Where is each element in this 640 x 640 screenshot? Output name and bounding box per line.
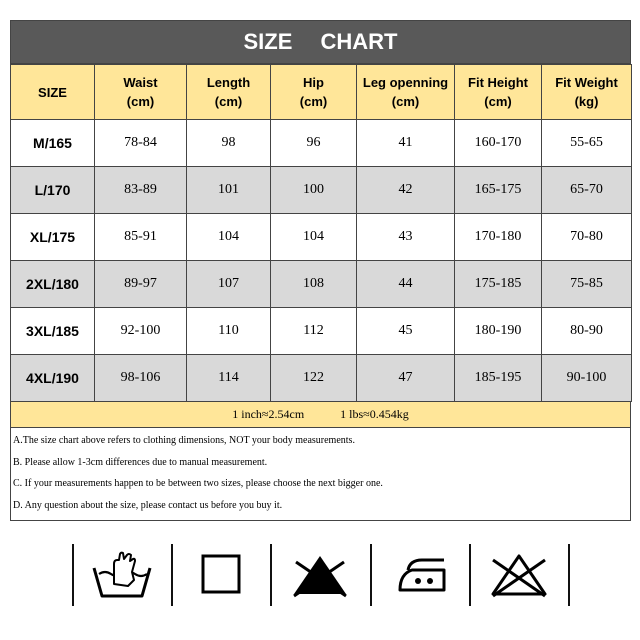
inch-conversion: 1 inch≈2.54cm: [232, 407, 305, 421]
hip-cell: 100: [271, 167, 357, 214]
size-cell: 2XL/180: [11, 261, 95, 308]
leg-opening-cell: 47: [357, 355, 455, 402]
waist-cell: 92-100: [95, 308, 187, 355]
divider: [72, 544, 74, 606]
size-cell: 3XL/185: [11, 308, 95, 355]
fit-weight-cell: 70-80: [542, 214, 632, 261]
table-row: [11, 167, 632, 214]
note-item: B. Please allow 1-3cm differences due to manual measurement.: [13, 456, 268, 468]
lbs-conversion: 1 lbs≈0.454kg: [340, 407, 409, 421]
hip-cell: 122: [271, 355, 357, 402]
fit-weight-cell: 75-85: [542, 261, 632, 308]
fit-height-cell: 170-180: [455, 214, 542, 261]
header-fit-weight: Fit Weight (kg): [542, 65, 632, 120]
hand-wash-icon: [90, 550, 154, 600]
notes-box: [10, 428, 631, 521]
table-row: [11, 355, 632, 402]
divider: [270, 544, 272, 606]
size-cell: M/165: [11, 120, 95, 167]
unit-conversion: [10, 402, 631, 428]
table-row: [11, 214, 632, 261]
table-row: [11, 261, 632, 308]
chart-title: SIZE CHART: [10, 20, 631, 64]
divider: [370, 544, 372, 606]
hip-cell: 108: [271, 261, 357, 308]
header-row: [11, 65, 632, 120]
fit-height-cell: 180-190: [455, 308, 542, 355]
fit-weight-cell: 55-65: [542, 120, 632, 167]
length-cell: 110: [187, 308, 271, 355]
size-table: [10, 64, 632, 402]
fit-weight-cell: 65-70: [542, 167, 632, 214]
table-row: [11, 120, 632, 167]
waist-cell: 78-84: [95, 120, 187, 167]
divider: [568, 544, 570, 606]
divider: [469, 544, 471, 606]
header-fit-height: Fit Height (cm): [455, 65, 542, 120]
fit-weight-cell: 90-100: [542, 355, 632, 402]
leg-opening-cell: 44: [357, 261, 455, 308]
fit-height-cell: 165-175: [455, 167, 542, 214]
care-icons-row: [72, 544, 570, 606]
fit-height-cell: 175-185: [455, 261, 542, 308]
header-leg-opening: Leg openning (cm): [357, 65, 455, 120]
fit-height-cell: 160-170: [455, 120, 542, 167]
leg-opening-cell: 43: [357, 214, 455, 261]
header-hip: Hip (cm): [271, 65, 357, 120]
leg-opening-cell: 45: [357, 308, 455, 355]
tumble-dry-icon: [189, 550, 253, 600]
leg-opening-cell: 42: [357, 167, 455, 214]
hip-cell: 104: [271, 214, 357, 261]
fit-weight-cell: 80-90: [542, 308, 632, 355]
size-cell: L/170: [11, 167, 95, 214]
leg-opening-cell: 41: [357, 120, 455, 167]
do-not-wet-clean-icon: [487, 550, 551, 600]
header-length: Length (cm): [187, 65, 271, 120]
note-item: D. Any question about the size, please contact us before you buy it.: [13, 499, 283, 511]
waist-cell: 89-97: [95, 261, 187, 308]
fit-height-cell: 185-195: [455, 355, 542, 402]
header-size: SIZE: [11, 65, 95, 120]
hip-cell: 96: [271, 120, 357, 167]
header-waist: Waist (cm): [95, 65, 187, 120]
table-row: [11, 308, 632, 355]
length-cell: 101: [187, 167, 271, 214]
length-cell: 98: [187, 120, 271, 167]
waist-cell: 98-106: [95, 355, 187, 402]
waist-cell: 83-89: [95, 167, 187, 214]
length-cell: 104: [187, 214, 271, 261]
length-cell: 114: [187, 355, 271, 402]
size-cell: XL/175: [11, 214, 95, 261]
divider: [171, 544, 173, 606]
note-item: C. If your measurements happen to be between two sizes, please choose the next bigger one.: [13, 478, 383, 489]
hip-cell: 112: [271, 308, 357, 355]
size-cell: 4XL/190: [11, 355, 95, 402]
waist-cell: 85-91: [95, 214, 187, 261]
length-cell: 107: [187, 261, 271, 308]
bleach-not-allowed-icon: [288, 550, 352, 600]
size-chart: [10, 20, 631, 521]
note-item: A.The size chart above refers to clothing dimensions, NOT your body measurements.: [13, 435, 355, 446]
iron-medium-icon: [388, 550, 452, 600]
